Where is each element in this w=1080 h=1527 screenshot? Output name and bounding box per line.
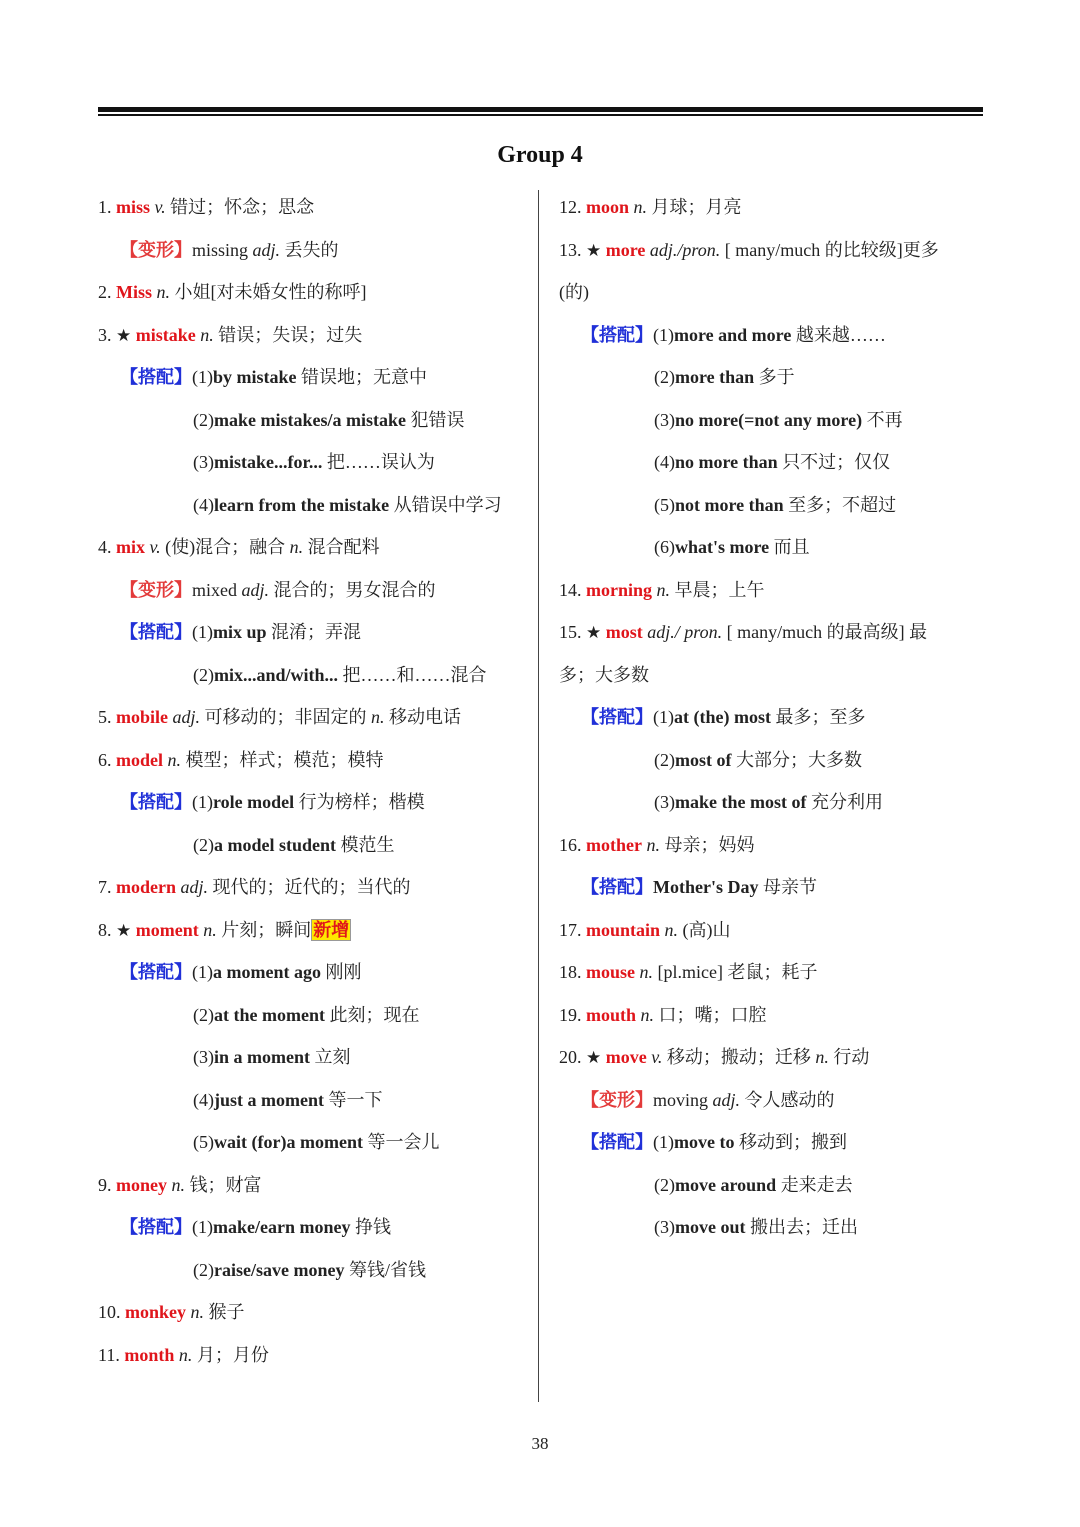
headword: Miss: [116, 282, 152, 302]
headword: modern: [116, 877, 176, 897]
collocation-tag: 【搭配】: [120, 962, 192, 982]
collocation-tag: 【搭配】: [581, 877, 653, 897]
headword: most: [605, 622, 643, 642]
page-title: Group 4: [497, 142, 583, 168]
entry-model: 6. model n. 模型；样式；模范；模特: [98, 749, 384, 770]
entry-monkey: 10. monkey n. 猴子: [98, 1302, 245, 1322]
collocation-tag: 【搭配】: [120, 622, 192, 642]
collocation-tag: 【搭配】: [581, 1132, 653, 1152]
headword: more: [605, 239, 646, 260]
collocation-line: (3)in a moment 立刻: [193, 1047, 351, 1067]
entry-mobile: 5. mobile adj. 可移动的；非固定的 n. 移动电话: [98, 707, 462, 727]
collocation-line: 【搭配】(1)by mistake 错误地；无意中: [120, 367, 428, 387]
entry-moon: 12. moon n. 月球；月亮: [559, 197, 742, 217]
headword: moment: [135, 919, 199, 940]
entry-most: 15. ★ most adj./ pron. [ many/much 的最高级] 最: [559, 622, 928, 643]
headword: miss: [116, 197, 151, 217]
headword: model: [116, 749, 163, 770]
collocation-line: 【搭配】(1)role model 行为榜样；楷模: [120, 792, 425, 812]
entry-more-continued: (的): [559, 282, 589, 302]
left-column: [98, 186, 528, 1376]
entry-mix: 4. mix v. (使)混合；融合 n. 混合配料: [98, 537, 380, 557]
collocation-line: 【搭配】(1)more and more 越来越……: [581, 324, 886, 345]
entry-modern: 7. modern adj. 现代的；近代的；当代的: [98, 877, 411, 897]
headword: mistake: [135, 324, 196, 345]
collocation-tag: 【搭配】: [120, 367, 192, 387]
variant-tag: 【变形】: [120, 579, 192, 600]
collocation-line: (2)most of 大部分；大多数: [654, 749, 862, 770]
collocation-line: (2)raise/save money 筹钱/省钱: [193, 1259, 426, 1280]
collocation-tag: 【搭配】: [581, 324, 653, 345]
entry-morning: 14. morning n. 早晨；上午: [559, 579, 765, 600]
collocation-line: 【搭配】(1)a moment ago 刚刚: [120, 962, 362, 982]
collocation-line: (3)no more(=not any more) 不再: [654, 409, 903, 430]
star-icon: ★: [116, 920, 132, 941]
collocation-line: (6)what's more 而且: [654, 537, 810, 557]
entry-mother: 16. mother n. 母亲；妈妈: [559, 834, 755, 855]
entry-month: 11. month n. 月；月份: [98, 1344, 269, 1365]
star-icon: ★: [116, 325, 132, 346]
headword: mouse: [586, 962, 635, 982]
collocation-line: (2)at the moment 此刻；现在: [193, 1004, 420, 1025]
collocation-line: 【搭配】(1)make/earn money 挣钱: [120, 1217, 391, 1237]
headword: money: [116, 1174, 167, 1195]
variant-line: 【变形】mixed adj. 混合的；男女混合的: [120, 579, 436, 600]
entry-money: 9. money n. 钱；财富: [98, 1174, 262, 1195]
entry-more: 13. ★ more adj./pron. [ many/much 的比较级]更多: [559, 239, 939, 261]
entry-mistake: 3. ★ mistake n. 错误；失误；过失: [98, 324, 363, 346]
entry-mouse: 18. mouse n. [pl.mice] 老鼠；耗子: [559, 962, 818, 982]
collocation-line: (2)move around 走来走去: [654, 1174, 853, 1195]
headword: mother: [586, 834, 642, 855]
collocation-line: 【搭配】(1)mix up 混淆；弄混: [120, 622, 362, 642]
collocation-line: 【搭配】(1)move to 移动到；搬到: [581, 1132, 847, 1152]
collocation-tag: 【搭配】: [581, 707, 653, 727]
star-icon: ★: [586, 240, 602, 261]
header-rule-thin: [98, 114, 983, 116]
star-icon: ★: [586, 1048, 602, 1068]
headword: mountain: [586, 919, 661, 940]
headword: mobile: [116, 707, 168, 727]
entry-mouth: 19. mouth n. 口；嘴；口腔: [559, 1004, 767, 1025]
headword: mouth: [586, 1004, 637, 1025]
collocation-line: (4)learn from the mistake 从错误中学习: [193, 494, 502, 515]
headword: moon: [586, 197, 630, 217]
page-number: 38: [531, 1434, 549, 1453]
collocation-tag: 【搭配】: [120, 1217, 192, 1237]
headword: move: [605, 1047, 647, 1067]
collocation-line: (3)mistake...for... 把……误认为: [193, 452, 435, 472]
variant-tag: 【变形】: [581, 1089, 653, 1110]
variant-line: 【变形】moving adj. 令人感动的: [581, 1089, 835, 1110]
collocation-line: (4)no more than 只不过；仅仅: [654, 452, 891, 472]
variant-tag: 【变形】: [120, 239, 192, 260]
collocation-line: (2)more than 多于: [654, 367, 795, 387]
collocation-tag: 【搭配】: [120, 792, 192, 812]
collocation-line: (3)move out 搬出去；迁出: [654, 1217, 858, 1237]
entry-miss-title: 2. Miss n. 小姐[对未婚女性的称呼]: [98, 282, 367, 302]
new-badge: 新增: [313, 919, 350, 940]
star-icon: ★: [586, 623, 602, 643]
entry-moment: 8. ★ moment n. 片刻；瞬间 新增: [98, 919, 350, 941]
collocation-line: 【搭配】Mother's Day 母亲节: [581, 877, 817, 897]
headword: monkey: [125, 1302, 187, 1322]
headword: mix: [116, 537, 145, 557]
headword: month: [124, 1344, 175, 1365]
entry-move: 20. ★ move v. 移动；搬动；迁移 n. 行动: [559, 1047, 870, 1068]
entry-mountain: 17. mountain n. (高)山: [559, 919, 731, 940]
collocation-line: (2)a model student 模范生: [193, 834, 395, 855]
entry-most-continued: 多；大多数: [559, 664, 649, 685]
collocation-line: (5)not more than 至多；不超过: [654, 494, 897, 515]
collocation-line: (3)make the most of 充分利用: [654, 792, 883, 812]
collocation-line: (2)make mistakes/a mistake 犯错误: [193, 409, 465, 430]
variant-line: 【变形】missing adj. 丢失的: [120, 239, 339, 260]
column-divider: [538, 190, 539, 1402]
header-rule-thick: [98, 107, 983, 112]
collocation-line: (2)mix...and/with... 把……和……混合: [193, 664, 487, 685]
headword: morning: [586, 579, 653, 600]
collocation-line: 【搭配】(1)at (the) most 最多；至多: [581, 707, 866, 727]
collocation-line: (4)just a moment 等一下: [193, 1089, 383, 1110]
right-column: [559, 186, 984, 1249]
entry-miss: 1. miss v. 错过；怀念；思念: [98, 197, 315, 217]
collocation-line: (5)wait (for)a moment 等一会儿: [193, 1132, 440, 1152]
